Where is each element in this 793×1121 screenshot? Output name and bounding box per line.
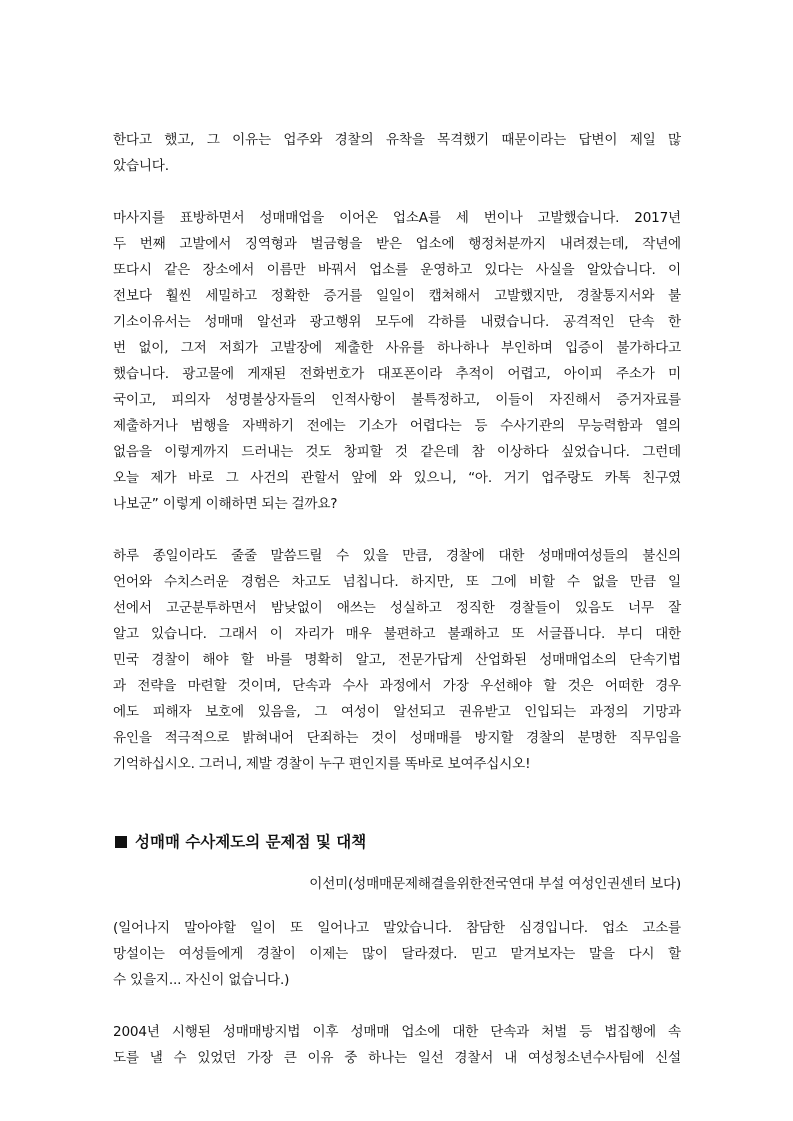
text-line: 마사지를 표방하면서 성매매업을 이어온 업소A를 세 번이나 고발했습니다. 2017년	[113, 210, 681, 226]
text-line: 선에서 고군분투하면서 밤낮없이 애쓰는 성실하고 정직한 경찰들이 있음도 너무 잘	[113, 600, 681, 616]
heading-spacer	[113, 855, 681, 871]
text-line: 나보군” 이렇게 이해하면 되는 걸까요?	[113, 496, 338, 512]
paragraph-4	[113, 915, 681, 993]
text-line: 았습니다.	[113, 158, 169, 174]
text-line: (일어나지 말아야할 일이 또 일어나고 말았습니다. 참담한 심경입니다. 업소 고소를	[113, 920, 681, 936]
section-heading	[113, 829, 681, 855]
text-line: 2004년 시행된 성매매방지법 이후 성매매 업소에 대한 단속과 처벌 등 법집행에 속	[113, 1024, 681, 1040]
text-line: 기소이유서는 성매매 알선과 광고행위 모두에 각하를 내렸습니다. 공격적인 단속 한	[113, 314, 681, 330]
text-line: 제출하거나 범행을 자백하기 전에는 기소가 어렵다는 등 수사기관의 무능력함과 열의	[113, 418, 681, 434]
paragraph-5	[113, 1019, 681, 1071]
text-line: 했습니다. 광고물에 게재된 전화번호가 대포폰이라 추적이 어렵고, 아이피 주소가 미	[113, 366, 681, 382]
author-byline: 이선미(성매매문제해결을위한전국연대 부설 여성인권센터 보다)	[309, 876, 681, 892]
text-line: 민국 경찰이 해야 할 바를 명확히 알고, 전문가답게 산업화된 성매매업소의 단속기법	[113, 652, 681, 668]
text-line: 알고 있습니다. 그래서 이 자리가 매우 불편하고 불쾌하고 또 서글픕니다. 부디 대한	[113, 626, 681, 642]
text-line: 오늘 제가 바로 그 사건의 관할서 앞에 와 있으니, “아. 거기 업주랑도 카톡 친구였	[113, 470, 681, 486]
text-line: 언어와 수치스러운 경험은 차고도 넘칩니다. 하지만, 또 그에 비할 수 없을 만큼 일	[113, 574, 681, 590]
text-line: 한다고 했고, 그 이유는 업주와 경찰의 유착을 목격했기 때문이라는 답변이 제일 많	[113, 132, 681, 148]
text-line: 전보다 훨씬 세밀하고 정확한 증거를 일일이 캡쳐해서 고발했지만, 경찰통지서와 불	[113, 288, 681, 304]
text-line: 국이고, 피의자 성명불상자들의 인적사항이 불특정하고, 이들이 자진해서 증거자료를	[113, 392, 681, 408]
paragraph-2	[113, 205, 681, 517]
text-line: 유인을 적극적으로 밝혀내어 단죄하는 것이 성매매를 방지할 경찰의 분명한 직무임을	[113, 730, 681, 746]
text-line: 번 없이, 그저 저희가 고발장에 제출한 사유를 하나하나 부인하며 입증이 불가하다고	[113, 340, 681, 356]
text-line: 에도 피해자 보호에 있음을, 그 여성이 알선되고 권유받고 인입되는 과정의 기망과	[113, 704, 681, 720]
paragraph-spacer	[113, 993, 681, 1019]
text-line: 두 번째 고발에서 징역형과 벌금형을 받은 업소에 행정처분까지 내려졌는데, 작년에	[113, 236, 681, 252]
text-line: 또다시 같은 장소에서 이름만 바꿔서 업소를 운영하고 있다는 사실을 알았습니다. 이	[113, 262, 681, 278]
paragraph-spacer	[113, 517, 681, 543]
text-line: 기억하십시오. 그러니, 제발 경찰이 누구 편인지를 똑바로 보여주십시오!	[113, 756, 531, 772]
text-line: 수 있을지... 자신이 없습니다.)	[113, 972, 290, 988]
text-line: 하루 종일이라도 줄줄 말씀드릴 수 있을 만큼, 경찰에 대한 성매매여성들의 불신의	[113, 548, 681, 564]
paragraph-1	[113, 127, 681, 179]
byline-spacer	[113, 897, 681, 915]
paragraph-spacer	[113, 179, 681, 205]
paragraph-3	[113, 543, 681, 777]
text-line: 도를 낼 수 있었던 가장 큰 이유 중 하나는 일선 경찰서 내 여성청소년수사팀에 신설	[113, 1050, 681, 1066]
black-square-bullet-icon	[115, 836, 127, 848]
text-line: 없음을 이렇게까지 드러내는 것도 창피할 것 같은데 참 이상하다 싶었습니다. 그런데	[113, 444, 681, 460]
section-title: 성매매 수사제도의 문제점 및 대책	[135, 833, 367, 851]
document-page	[113, 127, 681, 1071]
text-line: 망설이는 여성들에게 경찰이 이제는 많이 달라졌다. 믿고 맡겨보자는 말을 다시 할	[113, 946, 681, 962]
section-spacer	[113, 777, 681, 829]
text-line: 과 전략을 마련할 것이며, 단속과 수사 과정에서 가장 우선해야 할 것은 어떠한 경우	[113, 678, 681, 694]
